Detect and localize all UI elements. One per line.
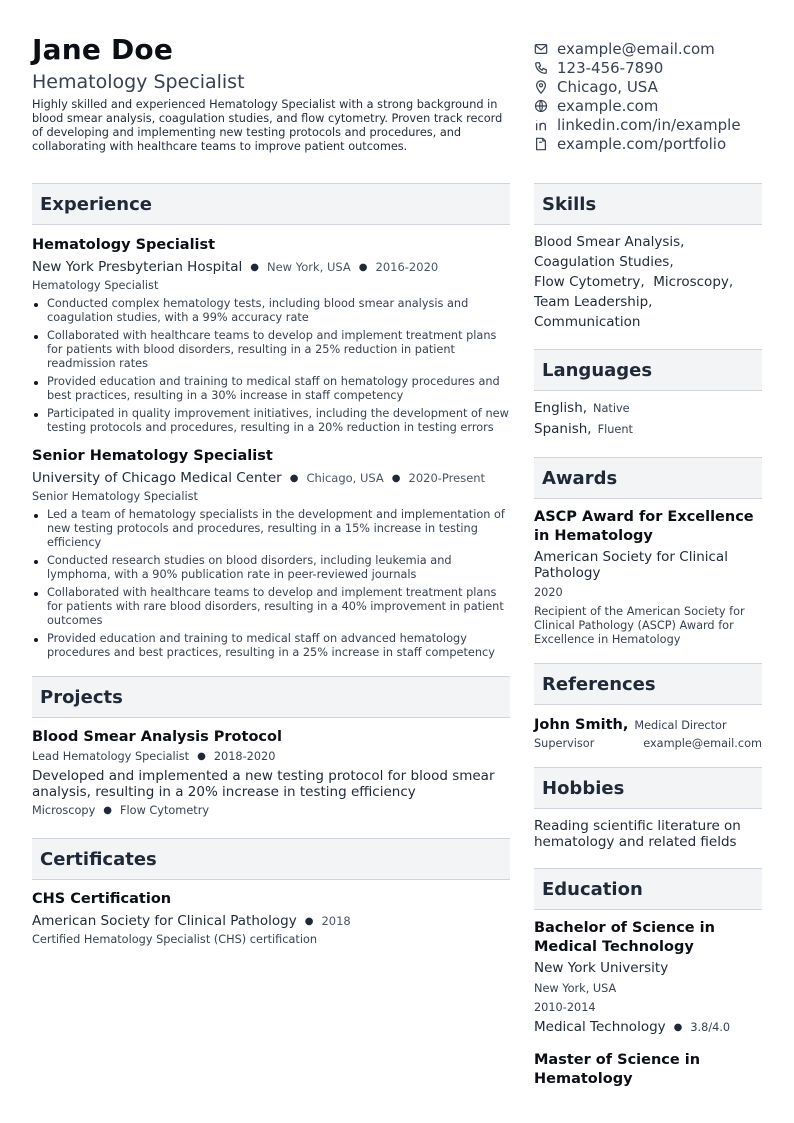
languages-heading-text: Languages xyxy=(542,359,653,381)
phone-icon xyxy=(534,61,548,75)
hobbies-heading-text: Hobbies xyxy=(542,777,625,799)
project-item xyxy=(32,728,510,818)
education-gpa: 3.8/4.0 xyxy=(690,1021,731,1034)
skill-item: Blood Smear Analysis, xyxy=(534,234,685,250)
education-dates: 2010-2014 xyxy=(534,1001,596,1014)
job-title: Hematology Specialist xyxy=(32,237,216,253)
job-role: Hematology Specialist xyxy=(32,279,159,292)
education-item xyxy=(534,910,762,1037)
language-level: Fluent xyxy=(597,423,633,436)
certificate-description: Certified Hematology Specialist (CHS) certification xyxy=(32,933,318,946)
education-field-line: Medical Technology ● 3.8/4.0 xyxy=(534,1019,731,1035)
reference-email[interactable]: example@email.com xyxy=(643,737,762,750)
contact-list xyxy=(534,39,774,153)
list-item: Conducted research studies on blood disorders, including leukemia and lymphoma, with a 90% publication rate in peer-reviewed journals xyxy=(32,554,510,582)
skill-item: Microscopy, xyxy=(653,274,734,290)
certificate-issuer: American Society for Clinical Pathology xyxy=(32,913,297,929)
certificate-meta: American Society for Clinical Pathology ● 2018 xyxy=(32,913,351,929)
languages-heading xyxy=(534,349,762,391)
project-description: Developed and implemented a new testing protocol for blood smear analysis, resulting in a 20% increase in testing efficiency xyxy=(32,768,495,800)
skills-list xyxy=(534,225,762,332)
languages-list xyxy=(534,391,762,440)
left-column xyxy=(32,183,510,947)
contact-linkedin[interactable] xyxy=(534,115,774,134)
project-tag: Flow Cytometry xyxy=(120,804,210,817)
certificate-year: 2018 xyxy=(321,914,351,928)
certificates-heading xyxy=(32,838,510,880)
projects-heading-text: Projects xyxy=(40,686,123,708)
project-meta: Lead Hematology Specialist ● 2018-2020 xyxy=(32,750,276,763)
reference-name: John Smith, xyxy=(534,717,629,733)
right-column xyxy=(534,183,762,1089)
skill-item: Communication xyxy=(534,314,641,330)
job-company: University of Chicago Medical Center xyxy=(32,470,282,486)
education-degree: Master of Science in Hematology xyxy=(534,1052,701,1087)
reference-relation: Supervisor xyxy=(534,737,595,750)
experience-heading-text: Experience xyxy=(40,193,152,215)
contact-website[interactable] xyxy=(534,96,774,115)
skills-heading xyxy=(534,183,762,225)
reference-details xyxy=(534,737,762,750)
certificates-heading-text: Certificates xyxy=(40,848,157,870)
job-company: New York Presbyterian Hospital xyxy=(32,259,243,275)
globe-icon xyxy=(534,99,548,113)
list-item: Collaborated with healthcare teams to develop and implement treatment plans for patients with rare blood disorders, resulting in a 40% improvement in patient outcomes xyxy=(32,586,510,628)
summary-text: Highly skilled and experienced Hematology Specialist with a strong background in blood smear analysis, coagulation studies, and flow cytometry. Proven track record of developing and implementing new testing protocols and procedures, and collaborating with healthcare teams to improve patient outcomes. xyxy=(32,98,503,153)
project-tags: Microscopy ● Flow Cytometry xyxy=(32,804,210,817)
education-school: New York University xyxy=(534,960,669,976)
awards-heading xyxy=(534,457,762,499)
contact-linkedin-text: linkedin.com/in/example xyxy=(557,115,741,134)
email-icon xyxy=(534,42,548,56)
project-role: Lead Hematology Specialist xyxy=(32,750,190,763)
skills-heading-text: Skills xyxy=(542,193,597,215)
education-location: New York, USA xyxy=(534,982,617,995)
education-item xyxy=(534,1037,762,1089)
award-org: American Society for Clinical Pathology xyxy=(534,549,728,581)
location-icon xyxy=(534,80,548,94)
hobbies-text: Reading scientific literature on hematology and related fields xyxy=(534,818,741,850)
experience-item xyxy=(32,236,510,435)
projects-heading xyxy=(32,676,510,718)
candidate-title: Hematology Specialist xyxy=(32,71,245,93)
experience-item xyxy=(32,447,510,660)
contact-portfolio-text: example.com/portfolio xyxy=(557,134,727,153)
awards-heading-text: Awards xyxy=(542,467,618,489)
education-field: Medical Technology xyxy=(534,1019,666,1035)
certificate-title: CHS Certification xyxy=(32,891,172,907)
job-dates: 2016-2020 xyxy=(375,260,439,274)
certificate-item xyxy=(32,890,510,947)
job-meta: University of Chicago Medical Center ● Chicago, USA ● 2020-Present xyxy=(32,470,486,486)
candidate-name: Jane Doe xyxy=(32,33,174,66)
education-degree: Bachelor of Science in Medical Technology xyxy=(534,920,715,955)
references-heading-text: References xyxy=(542,673,656,695)
award-year: 2020 xyxy=(534,586,563,599)
linkedin-icon xyxy=(534,118,548,132)
contact-email[interactable] xyxy=(534,39,774,58)
project-tag: Microscopy xyxy=(32,804,96,817)
hobbies-heading xyxy=(534,767,762,809)
job-title: Senior Hematology Specialist xyxy=(32,448,273,464)
reference-line xyxy=(534,714,762,733)
reference-position: Medical Director xyxy=(634,719,727,732)
language-level: Native xyxy=(593,402,630,415)
language-name: Spanish, xyxy=(534,421,592,437)
language-item xyxy=(534,398,762,419)
references-heading xyxy=(534,663,762,705)
contact-portfolio[interactable] xyxy=(534,134,774,153)
experience-heading xyxy=(32,183,510,225)
language-item xyxy=(534,419,762,440)
skill-item: Team Leadership, xyxy=(534,294,653,310)
job-location: New York, USA xyxy=(267,260,351,274)
skill-item: Coagulation Studies, xyxy=(534,254,674,270)
award-description: Recipient of the American Society for Clinical Pathology (ASCP) Award for Excellence in Hematology xyxy=(534,605,745,646)
education-heading-text: Education xyxy=(542,878,643,900)
education-heading xyxy=(534,868,762,910)
list-item: Provided education and training to medical staff on hematology procedures and best practices, resulting in a 30% increase in staff competency xyxy=(32,375,510,403)
contact-location xyxy=(534,77,774,96)
skill-item: Flow Cytometry, xyxy=(534,274,645,290)
job-meta: New York Presbyterian Hospital ● New York, USA ● 2016-2020 xyxy=(32,259,439,275)
portfolio-icon xyxy=(534,137,548,151)
job-bullets xyxy=(32,508,510,660)
list-item: Conducted complex hematology tests, including blood smear analysis and coagulation studies, with a 99% accuracy rate xyxy=(32,297,510,325)
contact-phone-text: 123-456-7890 xyxy=(557,58,664,77)
reference-item xyxy=(534,705,762,750)
project-title: Blood Smear Analysis Protocol xyxy=(32,729,282,745)
project-dates: 2018-2020 xyxy=(213,750,276,763)
job-bullets xyxy=(32,297,510,435)
list-item: Participated in quality improvement initiatives, including the development of new testing protocols and procedures, resulting in a 20% reduction in testing errors xyxy=(32,407,510,435)
contact-phone[interactable] xyxy=(534,58,774,77)
contact-email-text: example@email.com xyxy=(557,39,715,58)
contact-location-text: Chicago, USA xyxy=(557,77,658,96)
award-item xyxy=(534,499,762,647)
list-item: Collaborated with healthcare teams to develop and implement treatment plans for patients with blood disorders, resulting in a 25% reduction in patient readmission rates xyxy=(32,329,510,371)
job-dates: 2020-Present xyxy=(408,471,486,485)
list-item: Provided education and training to medical staff on advanced hematology procedures and best practices, resulting in a 25% increase in staff competency xyxy=(32,632,510,660)
award-title: ASCP Award for Excellence in Hematology xyxy=(534,509,754,544)
resume-header xyxy=(32,34,514,154)
job-location: Chicago, USA xyxy=(306,471,384,485)
language-name: English, xyxy=(534,400,588,416)
contact-website-text: example.com xyxy=(557,96,659,115)
list-item: Led a team of hematology specialists in the development and implementation of new testing protocols and procedures, resulting in a 15% increase in testing efficiency xyxy=(32,508,510,550)
job-role: Senior Hematology Specialist xyxy=(32,490,198,503)
